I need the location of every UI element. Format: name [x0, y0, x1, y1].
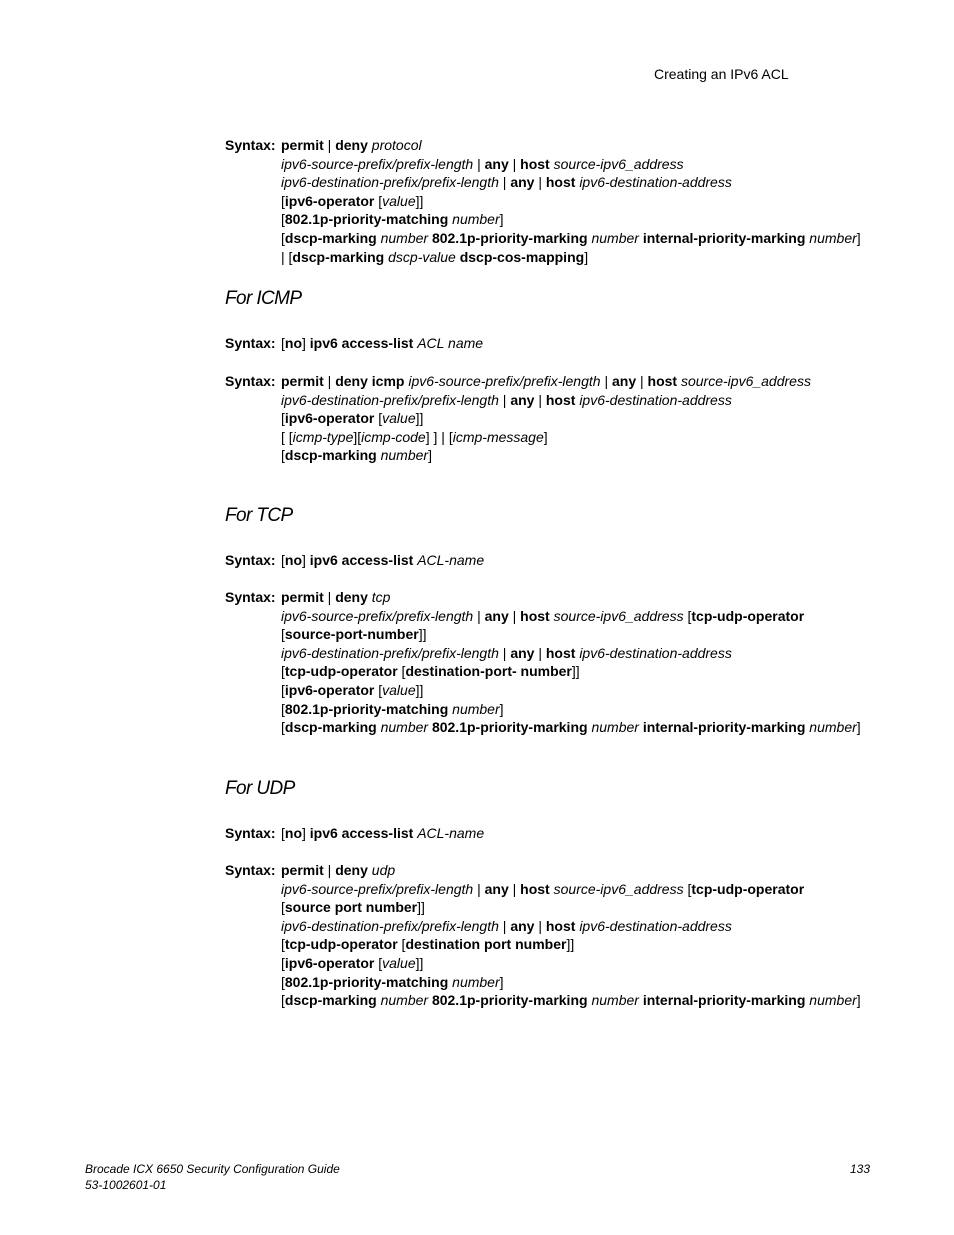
section-heading-icmp: For ICMP [225, 288, 302, 309]
keyword: tcp-udp-operator [691, 880, 805, 897]
keyword: any [611, 373, 637, 389]
keyword: permit [281, 137, 324, 153]
syntax-text: | [534, 391, 546, 408]
section-heading-tcp: For TCP [225, 505, 293, 526]
parameter: icmp-message [452, 428, 544, 445]
parameter: ipv6-source-prefix/prefix-length [281, 607, 474, 624]
syntax-text: ] [543, 428, 548, 445]
keyword: any [484, 880, 509, 897]
parameter: protocol [371, 137, 422, 153]
keyword: host [520, 607, 550, 624]
parameter: ipv6-destination-address [579, 917, 732, 934]
syntax-line [281, 229, 861, 248]
parameter: source-ipv6_address [553, 880, 684, 897]
keyword: internal-priority-marking [642, 230, 806, 246]
syntax-text: | [498, 174, 511, 191]
keyword: dscp-marking [284, 230, 377, 246]
syntax-text: [ [281, 447, 285, 464]
parameter: number [809, 719, 857, 736]
syntax-text: ]] [571, 663, 580, 680]
syntax-line [281, 681, 423, 700]
parameter: source-ipv6_address [553, 607, 684, 624]
keyword: permit [281, 589, 324, 605]
parameter: ipv6-source-prefix/prefix-length [281, 880, 474, 897]
syntax-line [281, 210, 504, 229]
keyword: any [484, 607, 509, 624]
syntax-label: Syntax: [225, 335, 276, 351]
parameter: ACL name [417, 335, 484, 351]
syntax-line [281, 954, 423, 973]
parameter: udp [371, 862, 396, 878]
footer-doc-number: 53-1002601-01 [85, 1178, 167, 1192]
keyword: deny [335, 137, 368, 153]
syntax-line [281, 428, 548, 447]
syntax-text: | [498, 391, 511, 408]
syntax-text: [ [281, 825, 285, 841]
parameter: ACL-name [417, 552, 485, 568]
syntax-line [281, 644, 732, 663]
syntax-line [281, 973, 504, 992]
syntax-line [281, 607, 804, 626]
parameter: dscp-value [388, 248, 456, 265]
syntax-text: [ [683, 607, 692, 624]
syntax-text: [ [281, 936, 285, 953]
syntax-text: [ [281, 663, 285, 680]
keyword: tcp-udp-operator [284, 936, 398, 953]
syntax-text: ] [302, 552, 310, 568]
keyword: internal-priority-marking [642, 992, 806, 1009]
keyword: dscp-marking [284, 447, 377, 464]
parameter: number [591, 719, 639, 736]
syntax-line [281, 446, 432, 465]
syntax-text: | [534, 644, 546, 661]
keyword: deny icmp [335, 373, 405, 389]
section-heading-udp: For UDP [225, 778, 295, 799]
syntax-line [281, 551, 484, 570]
syntax-label: Syntax: [225, 589, 276, 605]
parameter: icmp-type [292, 428, 354, 445]
keyword: source-port-number [284, 626, 419, 643]
syntax-line [281, 824, 484, 843]
syntax-text: [ [683, 880, 692, 897]
keyword: host [545, 391, 576, 408]
syntax-text: [ [281, 719, 285, 736]
keyword: any [510, 644, 535, 661]
syntax-label: Syntax: [225, 552, 276, 568]
keyword: deny [335, 862, 368, 878]
syntax-line [281, 991, 861, 1010]
syntax-text: ] [499, 973, 504, 990]
keyword: 802.1p-priority-matching [284, 211, 449, 228]
parameter: number [591, 992, 639, 1009]
syntax-text: | [ [281, 248, 293, 265]
parameter: icmp-code [361, 428, 426, 445]
parameter: number [380, 992, 429, 1009]
syntax-text: [ [281, 992, 285, 1009]
syntax-text: | [508, 607, 521, 624]
footer-page-number: 133 [850, 1162, 871, 1176]
parameter: number [452, 700, 500, 717]
parameter: ipv6-destination-prefix/prefix-length [281, 644, 499, 661]
parameter: value [382, 682, 416, 698]
keyword: host [647, 373, 678, 389]
syntax-label: Syntax: [225, 137, 276, 153]
syntax-line [281, 861, 395, 880]
keyword: host [520, 880, 550, 897]
keyword: source port number [284, 899, 418, 916]
parameter: number [452, 973, 500, 990]
keyword: 802.1p-priority-marking [431, 719, 588, 736]
parameter: number [809, 992, 857, 1009]
syntax-line [281, 935, 574, 954]
syntax-text: [ [281, 410, 285, 427]
keyword: dscp-marking [284, 992, 377, 1009]
syntax-text: | [498, 644, 511, 661]
syntax-text: [ [281, 552, 285, 568]
syntax-text: | [600, 373, 612, 389]
keyword: tcp-udp-operator [284, 663, 398, 680]
keyword: permit [281, 373, 324, 389]
parameter: number [380, 447, 429, 464]
syntax-text: | [534, 917, 546, 934]
syntax-text: [ [374, 682, 383, 698]
parameter: source-ipv6_address [680, 373, 811, 389]
syntax-text: ]] [415, 192, 424, 209]
syntax-line [281, 718, 861, 737]
syntax-text: ]] [415, 410, 424, 427]
keyword: ipv6 access-list [309, 335, 414, 351]
syntax-text: [ [374, 410, 383, 427]
keyword: any [510, 917, 535, 934]
keyword: host [545, 917, 576, 934]
keyword: any [510, 174, 535, 191]
syntax-line [281, 173, 732, 192]
syntax-text: ]] [566, 936, 575, 953]
syntax-text: [ [397, 663, 406, 680]
running-header: Creating an IPv6 ACL [654, 66, 789, 82]
syntax-text: ]] [418, 626, 427, 643]
syntax-text: | [323, 589, 336, 605]
syntax-text: | [498, 917, 511, 934]
syntax-text: ]] [417, 899, 425, 916]
syntax-label: Syntax: [225, 862, 276, 878]
syntax-text: | [323, 137, 336, 153]
keyword: deny [335, 589, 368, 605]
parameter: number [809, 230, 857, 246]
keyword: internal-priority-marking [642, 719, 806, 736]
keyword: permit [281, 862, 324, 878]
parameter: number [380, 230, 429, 246]
keyword: any [510, 391, 535, 408]
keyword: host [520, 155, 550, 172]
syntax-text: [ [281, 955, 285, 971]
syntax-text: [ [281, 230, 285, 246]
syntax-line [281, 192, 423, 211]
keyword: ipv6 access-list [309, 825, 414, 841]
syntax-line [281, 588, 390, 607]
keyword: dscp-marking [284, 719, 377, 736]
syntax-text: [ [397, 936, 406, 953]
syntax-text: [ [281, 335, 285, 351]
syntax-text: | [473, 607, 485, 624]
syntax-line [281, 625, 426, 644]
keyword: destination port number [405, 936, 567, 953]
keyword: destination-port- number [405, 663, 572, 680]
parameter: ipv6-destination-prefix/prefix-length [281, 391, 499, 408]
keyword: ipv6-operator [284, 192, 375, 209]
parameter: ipv6-source-prefix/prefix-length [281, 155, 474, 172]
syntax-text: | [473, 155, 485, 172]
syntax-text: ] [302, 335, 310, 351]
syntax-text: | [508, 880, 521, 897]
syntax-line [281, 136, 422, 155]
keyword: ipv6-operator [284, 955, 375, 971]
syntax-line [281, 409, 423, 428]
keyword: dscp-marking [292, 248, 385, 265]
keyword: no [284, 335, 302, 351]
syntax-text: ]] [415, 682, 424, 698]
syntax-text: [ [374, 955, 383, 971]
syntax-text: | [534, 174, 546, 191]
syntax-line [281, 917, 732, 936]
parameter: ipv6-destination-prefix/prefix-length [281, 174, 499, 191]
parameter: number [380, 719, 429, 736]
keyword: ipv6 access-list [309, 552, 414, 568]
parameter: ipv6-destination-address [579, 174, 732, 191]
parameter: tcp [371, 589, 391, 605]
syntax-text: ] ] | [ [425, 428, 453, 445]
syntax-text: ] [856, 230, 861, 246]
parameter: value [382, 955, 416, 971]
syntax-text: ] [856, 719, 861, 736]
syntax-text: [ [ [281, 428, 293, 445]
syntax-text: ][ [353, 428, 362, 445]
syntax-line [281, 898, 425, 917]
parameter: value [382, 410, 416, 427]
keyword: tcp-udp-operator [691, 607, 805, 624]
syntax-text: | [323, 862, 336, 878]
syntax-text: [ [281, 211, 285, 228]
syntax-line [281, 248, 588, 267]
keyword: ipv6-operator [284, 410, 375, 427]
syntax-text: [ [281, 682, 285, 698]
syntax-text: | [473, 880, 485, 897]
syntax-text: ] [499, 700, 504, 717]
parameter: number [452, 211, 500, 228]
syntax-line [281, 372, 811, 391]
parameter: source-ipv6_address [553, 155, 684, 172]
syntax-text: | [636, 373, 648, 389]
syntax-label: Syntax: [225, 373, 276, 389]
parameter: ipv6-destination-prefix/prefix-length [281, 917, 499, 934]
syntax-text: [ [281, 899, 285, 916]
syntax-text: [ [281, 626, 285, 643]
syntax-line [281, 155, 684, 174]
keyword: 802.1p-priority-marking [431, 230, 588, 246]
syntax-text: ]] [415, 955, 424, 971]
syntax-text: ] [584, 248, 589, 265]
parameter: ipv6-source-prefix/prefix-length [408, 373, 601, 389]
syntax-text: | [323, 373, 336, 389]
syntax-text: ] [856, 992, 861, 1009]
syntax-text: ] [428, 447, 432, 464]
syntax-text: [ [281, 700, 285, 717]
syntax-line [281, 662, 580, 681]
keyword: 802.1p-priority-marking [431, 992, 588, 1009]
syntax-line [281, 391, 732, 410]
keyword: dscp-cos-mapping [459, 248, 585, 265]
keyword: any [484, 155, 509, 172]
syntax-text: ] [499, 211, 504, 228]
syntax-line [281, 334, 483, 353]
parameter: value [382, 192, 416, 209]
syntax-text: [ [374, 192, 383, 209]
keyword: host [545, 174, 576, 191]
parameter: ACL-name [417, 825, 485, 841]
syntax-text: | [508, 155, 521, 172]
keyword: 802.1p-priority-matching [284, 973, 449, 990]
syntax-line [281, 700, 504, 719]
keyword: ipv6-operator [284, 682, 375, 698]
parameter: ipv6-destination-address [579, 391, 732, 408]
keyword: 802.1p-priority-matching [284, 700, 449, 717]
parameter: ipv6-destination-address [579, 644, 732, 661]
footer-doc-title: Brocade ICX 6650 Security Configuration Guide [85, 1162, 340, 1176]
keyword: no [284, 825, 302, 841]
syntax-label: Syntax: [225, 825, 276, 841]
syntax-text: [ [281, 973, 285, 990]
parameter: number [591, 230, 639, 246]
syntax-text: [ [281, 192, 285, 209]
keyword: host [545, 644, 576, 661]
syntax-text: ] [302, 825, 310, 841]
keyword: no [284, 552, 302, 568]
syntax-line [281, 880, 804, 899]
